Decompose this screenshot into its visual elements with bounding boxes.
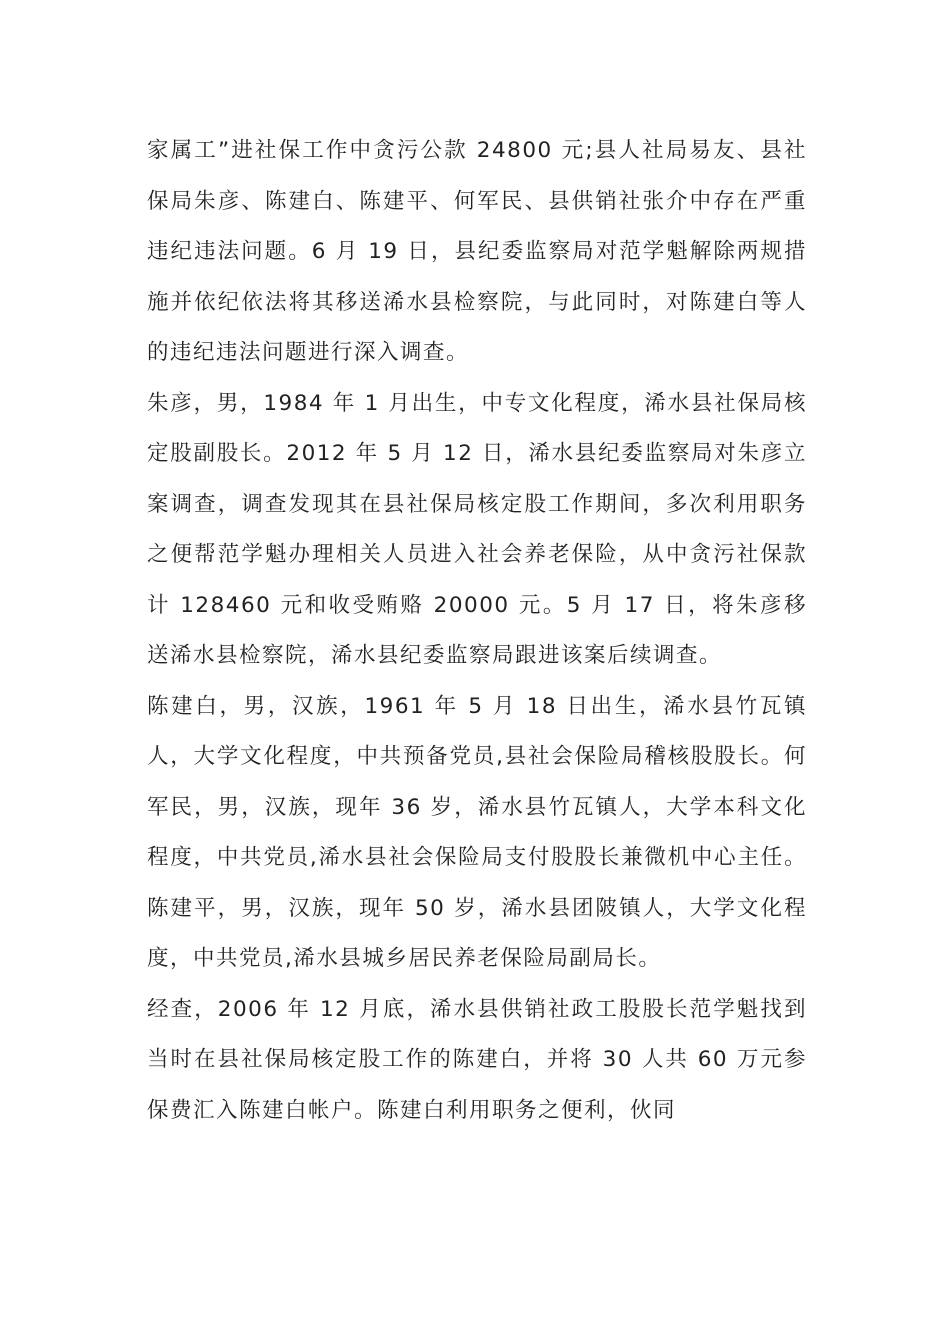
- paragraph-4: 经查，2006 年 12 月底，浠水县供销社政工股股长范学魁找到当时在县社保局核定股工作的陈建白，并将 30 人共 60 万元参保费汇入陈建白帐户。陈建白利用职务之便利，伙同: [147, 996, 807, 1123]
- paragraph-3: 陈建白，男，汉族，1961 年 5 月 18 日出生，浠水县竹瓦镇人，大学文化程度，中共预备党员,县社会保险局稽核股股长。何军民，男，汉族，现年 36 岁，浠水县竹瓦镇人，大学本科文化程度，中共党员,浠水县社会保险局支付股股长兼微机中心主任。陈建平，男，汉族，现年 50 岁，浠水县团陂镇人，大学文化程度，中共党员,浠水县城乡居民养老保险局副局长。: [147, 693, 807, 971]
- document-body: [147, 126, 807, 1136]
- paragraph-1: 家属工”进社保工作中贪污公款 24800 元;县人社局易友、县社保局朱彦、陈建白、陈建平、何军民、县供销社张介中存在严重违纪违法问题。6 月 19 日，县纪委监察局对范学魁解除两规措施并依纪依法将其移送浠水县检察院，与此同时，对陈建白等人的违纪违法问题进行深入调查。: [147, 138, 807, 365]
- paragraph-2: 朱彦，男，1984 年 1 月出生，中专文化程度，浠水县社保局核定股副股长。2012 年 5 月 12 日，浠水县纪委监察局对朱彦立案调查，调查发现其在县社保局核定股工作期间，多次利用职务之便帮范学魁办理相关人员进入社会养老保险，从中贪污社保款计 128460 元和收受贿赂 20000 元。5 月 17 日，将朱彦移送浠水县检察院，浠水县纪委监察局跟进该案后续调查。: [147, 390, 807, 668]
